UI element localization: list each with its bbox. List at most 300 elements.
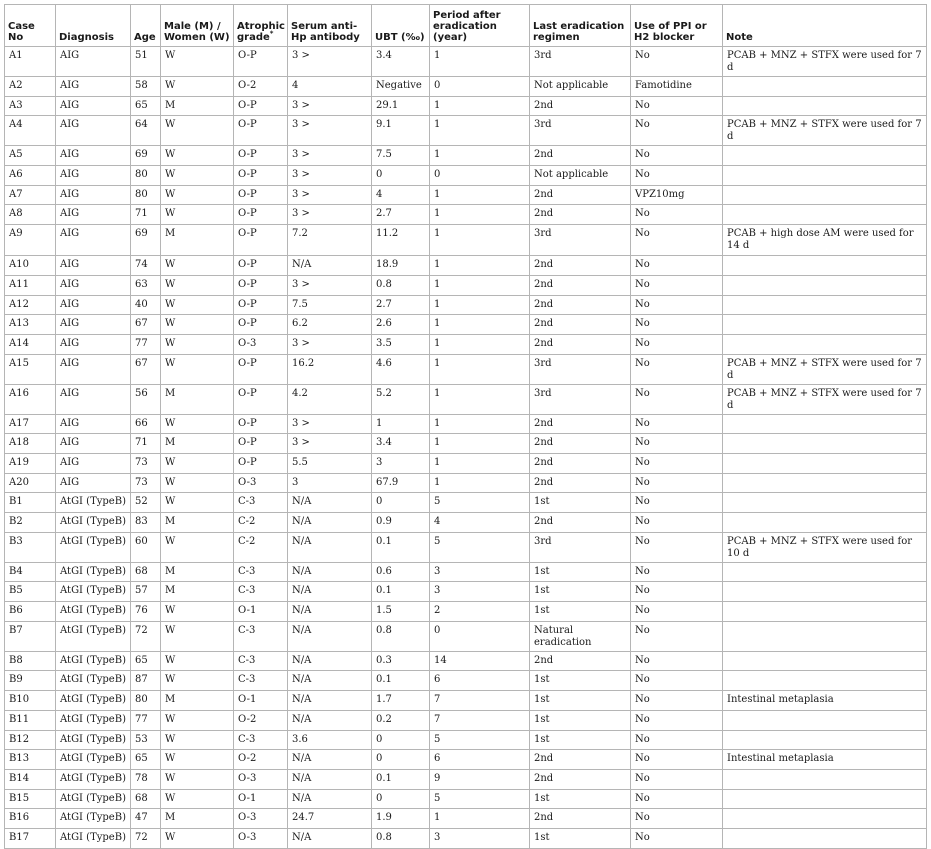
cell-period: 1 xyxy=(430,256,530,276)
cell-ppi: No xyxy=(631,710,723,730)
cell-sex: W xyxy=(161,315,234,335)
cell-ppi: No xyxy=(631,473,723,493)
cell-note xyxy=(723,77,927,97)
cell-atrophic-grade: O-1 xyxy=(234,789,288,809)
cell-ppi: No xyxy=(631,334,723,354)
cell-serum: 3 > xyxy=(288,96,372,116)
cell-ubt: 2.7 xyxy=(372,295,430,315)
cell-case-no: A19 xyxy=(5,453,56,473)
cell-ppi: No xyxy=(631,354,723,384)
cell-ppi: No xyxy=(631,256,723,276)
cell-ubt: 0 xyxy=(372,730,430,750)
cell-serum: 3 > xyxy=(288,434,372,454)
cell-period: 5 xyxy=(430,789,530,809)
cell-regimen: 2nd xyxy=(530,769,631,789)
cell-sex: M xyxy=(161,96,234,116)
cell-diagnosis: AIG xyxy=(56,185,131,205)
cell-ppi: No xyxy=(631,621,723,651)
header-age: Age xyxy=(131,5,161,47)
table-row xyxy=(5,116,927,146)
cell-ppi: No xyxy=(631,493,723,513)
cell-regimen: 1st xyxy=(530,691,631,711)
cell-serum: 3 > xyxy=(288,414,372,434)
cell-atrophic-grade: O-2 xyxy=(234,710,288,730)
cell-note: PCAB + MNZ + STFX were used for 7 d xyxy=(723,47,927,77)
cell-ubt: 2.7 xyxy=(372,205,430,225)
cell-sex: W xyxy=(161,166,234,186)
cell-ubt: 0.1 xyxy=(372,769,430,789)
cell-ubt: 0.8 xyxy=(372,275,430,295)
cell-note: Intestinal metaplasia xyxy=(723,691,927,711)
cell-ppi: No xyxy=(631,513,723,533)
cell-serum: N/A xyxy=(288,691,372,711)
cell-ppi: No xyxy=(631,295,723,315)
cell-age: 69 xyxy=(131,225,161,256)
cell-age: 58 xyxy=(131,77,161,97)
cell-diagnosis: AIG xyxy=(56,434,131,454)
cell-period: 1 xyxy=(430,275,530,295)
cell-period: 1 xyxy=(430,146,530,166)
cell-age: 65 xyxy=(131,96,161,116)
cell-serum: 5.5 xyxy=(288,453,372,473)
cell-regimen: 1st xyxy=(530,828,631,848)
cell-serum: 3 > xyxy=(288,116,372,146)
cell-period: 1 xyxy=(430,96,530,116)
cell-diagnosis: AtGI (TypeB) xyxy=(56,532,131,562)
cell-atrophic-grade: O-P xyxy=(234,166,288,186)
cell-case-no: A12 xyxy=(5,295,56,315)
cell-note xyxy=(723,414,927,434)
cell-regimen: 1st xyxy=(530,789,631,809)
cell-age: 80 xyxy=(131,691,161,711)
cell-atrophic-grade: C-3 xyxy=(234,671,288,691)
cell-regimen: 2nd xyxy=(530,256,631,276)
table-row xyxy=(5,621,927,651)
table-row xyxy=(5,513,927,533)
cell-age: 69 xyxy=(131,146,161,166)
cell-sex: W xyxy=(161,256,234,276)
table-row xyxy=(5,769,927,789)
cell-regimen: 1st xyxy=(530,730,631,750)
cell-case-no: B7 xyxy=(5,621,56,651)
cell-diagnosis: AIG xyxy=(56,146,131,166)
cell-serum: 3 > xyxy=(288,47,372,77)
cell-age: 63 xyxy=(131,275,161,295)
cell-case-no: A11 xyxy=(5,275,56,295)
cell-diagnosis: AIG xyxy=(56,384,131,414)
cell-ppi: No xyxy=(631,225,723,256)
cell-atrophic-grade: O-3 xyxy=(234,334,288,354)
cell-period: 1 xyxy=(430,295,530,315)
table-row xyxy=(5,671,927,691)
cell-note xyxy=(723,513,927,533)
cell-note xyxy=(723,185,927,205)
cell-period: 3 xyxy=(430,582,530,602)
cell-serum: N/A xyxy=(288,493,372,513)
table-row xyxy=(5,493,927,513)
cell-sex: W xyxy=(161,354,234,384)
cell-serum: N/A xyxy=(288,582,372,602)
cell-period: 1 xyxy=(430,116,530,146)
cell-serum: N/A xyxy=(288,513,372,533)
cell-ppi: No xyxy=(631,453,723,473)
header-regimen: Last eradication regimen xyxy=(530,5,631,47)
table-row xyxy=(5,453,927,473)
cell-ppi: No xyxy=(631,671,723,691)
cell-diagnosis: AIG xyxy=(56,414,131,434)
cell-regimen: 2nd xyxy=(530,473,631,493)
cell-sex: W xyxy=(161,146,234,166)
cell-regimen: 3rd xyxy=(530,116,631,146)
cell-diagnosis: AtGI (TypeB) xyxy=(56,710,131,730)
cell-age: 40 xyxy=(131,295,161,315)
cell-diagnosis: AtGI (TypeB) xyxy=(56,562,131,582)
cell-age: 68 xyxy=(131,789,161,809)
cell-ppi: No xyxy=(631,414,723,434)
cell-ppi: No xyxy=(631,96,723,116)
cell-diagnosis: AtGI (TypeB) xyxy=(56,621,131,651)
cell-note xyxy=(723,146,927,166)
cell-serum: N/A xyxy=(288,256,372,276)
cell-case-no: A3 xyxy=(5,96,56,116)
cell-serum: 7.2 xyxy=(288,225,372,256)
table-row xyxy=(5,166,927,186)
cell-serum: N/A xyxy=(288,671,372,691)
cell-ubt: 0 xyxy=(372,493,430,513)
cell-age: 53 xyxy=(131,730,161,750)
cell-age: 51 xyxy=(131,47,161,77)
cell-ubt: 5.2 xyxy=(372,384,430,414)
cell-ubt: 0.2 xyxy=(372,710,430,730)
cell-note xyxy=(723,205,927,225)
table-row xyxy=(5,828,927,848)
table-row xyxy=(5,582,927,602)
cell-period: 0 xyxy=(430,77,530,97)
cell-atrophic-grade: O-P xyxy=(234,315,288,335)
table-row xyxy=(5,47,927,77)
cell-ppi: No xyxy=(631,315,723,335)
table-row xyxy=(5,414,927,434)
cell-diagnosis: AtGI (TypeB) xyxy=(56,789,131,809)
cell-period: 1 xyxy=(430,809,530,829)
table-row xyxy=(5,602,927,622)
table-row xyxy=(5,77,927,97)
cell-sex: W xyxy=(161,493,234,513)
cell-sex: W xyxy=(161,473,234,493)
cell-sex: W xyxy=(161,47,234,77)
cell-period: 1 xyxy=(430,473,530,493)
cell-ppi: No xyxy=(631,434,723,454)
cell-age: 78 xyxy=(131,769,161,789)
table-row xyxy=(5,295,927,315)
cell-period: 1 xyxy=(430,225,530,256)
cell-regimen: 2nd xyxy=(530,453,631,473)
cell-ppi: No xyxy=(631,205,723,225)
cell-ubt: 0.1 xyxy=(372,582,430,602)
cell-atrophic-grade: O-3 xyxy=(234,473,288,493)
cell-ubt: 1.5 xyxy=(372,602,430,622)
cell-serum: 16.2 xyxy=(288,354,372,384)
cell-case-no: B16 xyxy=(5,809,56,829)
cell-regimen: Not applicable xyxy=(530,166,631,186)
table-container xyxy=(4,4,926,849)
cell-period: 4 xyxy=(430,513,530,533)
cell-case-no: A10 xyxy=(5,256,56,276)
cell-ppi: No xyxy=(631,47,723,77)
cell-case-no: B6 xyxy=(5,602,56,622)
cell-sex: M xyxy=(161,225,234,256)
table-row xyxy=(5,562,927,582)
cell-diagnosis: AtGI (TypeB) xyxy=(56,651,131,671)
cell-case-no: B14 xyxy=(5,769,56,789)
cell-note: PCAB + MNZ + STFX were used for 7 d xyxy=(723,354,927,384)
cell-diagnosis: AtGI (TypeB) xyxy=(56,750,131,770)
cell-note xyxy=(723,295,927,315)
cell-sex: W xyxy=(161,77,234,97)
table-row xyxy=(5,96,927,116)
cell-period: 1 xyxy=(430,434,530,454)
cell-serum: 6.2 xyxy=(288,315,372,335)
cell-note xyxy=(723,651,927,671)
cell-serum: 4 xyxy=(288,77,372,97)
cell-period: 1 xyxy=(430,205,530,225)
table-body xyxy=(5,47,927,849)
cell-period: 9 xyxy=(430,769,530,789)
header-diagnosis: Diagnosis xyxy=(56,5,131,47)
cell-regimen: 2nd xyxy=(530,414,631,434)
cell-ubt: 0 xyxy=(372,750,430,770)
header-serum: Serum anti-Hp antibody xyxy=(288,5,372,47)
cell-regimen: 2nd xyxy=(530,146,631,166)
cell-case-no: B5 xyxy=(5,582,56,602)
cell-serum: 24.7 xyxy=(288,809,372,829)
table-row xyxy=(5,710,927,730)
cell-sex: M xyxy=(161,691,234,711)
cell-period: 1 xyxy=(430,334,530,354)
cell-ppi: No xyxy=(631,769,723,789)
cell-case-no: A14 xyxy=(5,334,56,354)
header-ubt: UBT (‰) xyxy=(372,5,430,47)
cell-case-no: B3 xyxy=(5,532,56,562)
cell-diagnosis: AtGI (TypeB) xyxy=(56,602,131,622)
cell-age: 72 xyxy=(131,828,161,848)
cell-case-no: A2 xyxy=(5,77,56,97)
cell-age: 64 xyxy=(131,116,161,146)
cell-diagnosis: AIG xyxy=(56,77,131,97)
cell-diagnosis: AtGI (TypeB) xyxy=(56,769,131,789)
table-row xyxy=(5,315,927,335)
cell-diagnosis: AIG xyxy=(56,275,131,295)
table-row xyxy=(5,256,927,276)
cell-case-no: A16 xyxy=(5,384,56,414)
cell-ppi: No xyxy=(631,275,723,295)
cell-ubt: 0.1 xyxy=(372,671,430,691)
cell-diagnosis: AIG xyxy=(56,315,131,335)
cell-atrophic-grade: O-P xyxy=(234,384,288,414)
cell-atrophic-grade: O-P xyxy=(234,414,288,434)
cell-note xyxy=(723,710,927,730)
cell-regimen: 2nd xyxy=(530,513,631,533)
cell-regimen: 3rd xyxy=(530,384,631,414)
cell-diagnosis: AIG xyxy=(56,334,131,354)
cell-age: 77 xyxy=(131,334,161,354)
cell-period: 5 xyxy=(430,493,530,513)
cell-note xyxy=(723,789,927,809)
cell-note xyxy=(723,562,927,582)
cell-age: 57 xyxy=(131,582,161,602)
cell-regimen: 1st xyxy=(530,602,631,622)
cell-sex: M xyxy=(161,384,234,414)
cell-atrophic-grade: O-P xyxy=(234,205,288,225)
cell-period: 0 xyxy=(430,621,530,651)
cell-atrophic-grade: O-3 xyxy=(234,769,288,789)
cell-ubt: 0.8 xyxy=(372,621,430,651)
cell-regimen: 2nd xyxy=(530,275,631,295)
table-row xyxy=(5,354,927,384)
cell-diagnosis: AtGI (TypeB) xyxy=(56,582,131,602)
cell-ubt: 29.1 xyxy=(372,96,430,116)
cell-diagnosis: AtGI (TypeB) xyxy=(56,671,131,691)
cell-diagnosis: AIG xyxy=(56,354,131,384)
header-atrophic-grade-label: Atrophic grade xyxy=(237,21,285,43)
cell-serum: 3 > xyxy=(288,185,372,205)
cell-sex: W xyxy=(161,789,234,809)
cell-diagnosis: AIG xyxy=(56,47,131,77)
cell-serum: N/A xyxy=(288,828,372,848)
cell-regimen: 3rd xyxy=(530,532,631,562)
cell-atrophic-grade: C-3 xyxy=(234,730,288,750)
cell-note xyxy=(723,828,927,848)
cell-ubt: 3.5 xyxy=(372,334,430,354)
cell-serum: N/A xyxy=(288,651,372,671)
cell-serum: 3 > xyxy=(288,146,372,166)
cell-diagnosis: AtGI (TypeB) xyxy=(56,809,131,829)
cell-sex: W xyxy=(161,414,234,434)
table-row xyxy=(5,225,927,256)
cell-period: 1 xyxy=(430,315,530,335)
cell-atrophic-grade: O-P xyxy=(234,116,288,146)
cell-age: 73 xyxy=(131,473,161,493)
cell-ppi: Famotidine xyxy=(631,77,723,97)
cell-ubt: 1 xyxy=(372,414,430,434)
cell-sex: W xyxy=(161,532,234,562)
cell-ppi: No xyxy=(631,809,723,829)
cell-age: 73 xyxy=(131,453,161,473)
cell-age: 77 xyxy=(131,710,161,730)
cell-age: 87 xyxy=(131,671,161,691)
cell-atrophic-grade: C-2 xyxy=(234,513,288,533)
cell-case-no: B15 xyxy=(5,789,56,809)
cell-serum: N/A xyxy=(288,562,372,582)
table-row xyxy=(5,809,927,829)
cell-regimen: 2nd xyxy=(530,434,631,454)
cell-note: Intestinal metaplasia xyxy=(723,750,927,770)
cell-sex: W xyxy=(161,651,234,671)
cell-age: 83 xyxy=(131,513,161,533)
cell-atrophic-grade: O-3 xyxy=(234,828,288,848)
cell-diagnosis: AIG xyxy=(56,96,131,116)
cell-ubt: 3 xyxy=(372,453,430,473)
cell-atrophic-grade: O-P xyxy=(234,225,288,256)
table-row xyxy=(5,384,927,414)
cell-age: 74 xyxy=(131,256,161,276)
table-row xyxy=(5,730,927,750)
cell-diagnosis: AIG xyxy=(56,205,131,225)
cell-period: 1 xyxy=(430,354,530,384)
table-row xyxy=(5,750,927,770)
cell-atrophic-grade: O-P xyxy=(234,96,288,116)
cell-sex: M xyxy=(161,434,234,454)
cell-period: 14 xyxy=(430,651,530,671)
header-note: Note xyxy=(723,5,927,47)
cell-atrophic-grade: O-3 xyxy=(234,809,288,829)
cell-case-no: B17 xyxy=(5,828,56,848)
cell-atrophic-grade: C-2 xyxy=(234,532,288,562)
header-atrophic-grade xyxy=(234,5,288,47)
cell-case-no: B13 xyxy=(5,750,56,770)
cell-case-no: B9 xyxy=(5,671,56,691)
cell-ppi: No xyxy=(631,730,723,750)
cell-ubt: Negative xyxy=(372,77,430,97)
cell-regimen: 2nd xyxy=(530,809,631,829)
cell-diagnosis: AIG xyxy=(56,256,131,276)
cell-age: 71 xyxy=(131,205,161,225)
cell-ppi: No xyxy=(631,651,723,671)
cell-serum: N/A xyxy=(288,750,372,770)
cell-regimen: 1st xyxy=(530,562,631,582)
cell-atrophic-grade: O-1 xyxy=(234,691,288,711)
cell-ubt: 4.6 xyxy=(372,354,430,384)
cell-note xyxy=(723,434,927,454)
cell-ubt: 3.4 xyxy=(372,434,430,454)
cell-period: 5 xyxy=(430,532,530,562)
cell-case-no: B11 xyxy=(5,710,56,730)
cell-ppi: No xyxy=(631,384,723,414)
cell-period: 0 xyxy=(430,166,530,186)
cell-serum: 3 > xyxy=(288,166,372,186)
cell-ppi: No xyxy=(631,116,723,146)
cell-regimen: 3rd xyxy=(530,47,631,77)
cell-diagnosis: AIG xyxy=(56,116,131,146)
cell-period: 7 xyxy=(430,691,530,711)
cell-period: 7 xyxy=(430,710,530,730)
cell-note xyxy=(723,493,927,513)
cell-sex: M xyxy=(161,809,234,829)
header-period: Period after eradication (year) xyxy=(430,5,530,47)
table-row xyxy=(5,334,927,354)
cell-regimen: 1st xyxy=(530,493,631,513)
cell-note xyxy=(723,769,927,789)
cell-note xyxy=(723,275,927,295)
cell-sex: W xyxy=(161,769,234,789)
cell-note xyxy=(723,256,927,276)
cell-age: 66 xyxy=(131,414,161,434)
cell-period: 6 xyxy=(430,671,530,691)
cell-sex: W xyxy=(161,828,234,848)
cell-atrophic-grade: O-1 xyxy=(234,602,288,622)
cell-case-no: B2 xyxy=(5,513,56,533)
cell-period: 3 xyxy=(430,562,530,582)
cell-case-no: A5 xyxy=(5,146,56,166)
cell-ppi: No xyxy=(631,532,723,562)
patient-table xyxy=(4,4,927,849)
cell-ubt: 3.4 xyxy=(372,47,430,77)
cell-regimen: 2nd xyxy=(530,185,631,205)
cell-regimen: 3rd xyxy=(530,225,631,256)
cell-note xyxy=(723,453,927,473)
cell-note: PCAB + MNZ + STFX were used for 7 d xyxy=(723,116,927,146)
cell-regimen: 2nd xyxy=(530,315,631,335)
